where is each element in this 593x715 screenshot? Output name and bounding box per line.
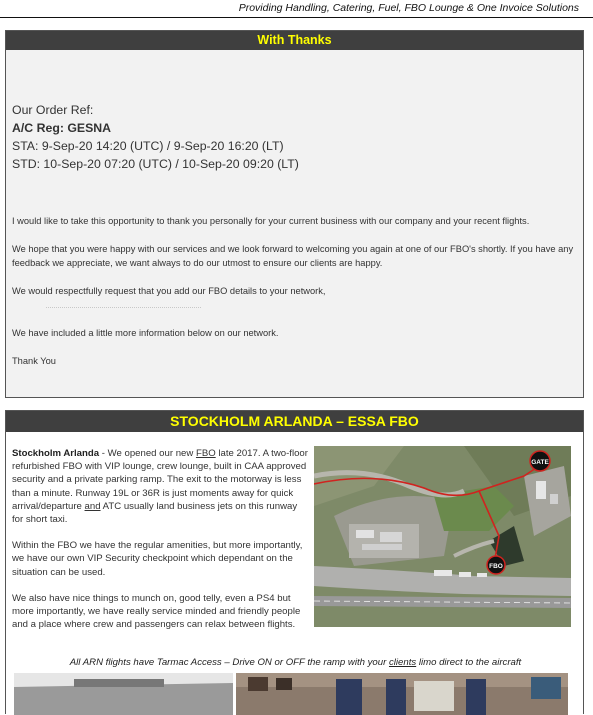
p1-text-b: late 2017. A two-floor refurbished FBO with VIP lounge, crew lounge, built in CAA approved security and a private parking ramp. The exit to the motorway is less than a minute. Runway 19L or 36R is just moments away for quick arrival/departure <box>12 448 308 512</box>
p1-text-c: ATC usually land business jets on this runway for short taxi. <box>12 500 298 526</box>
caption-text-b: limo direct to the aircraft <box>416 657 522 668</box>
sta-line: STA: 9-Sep-20 14:20 (UTC) / 9-Sep-20 16:20 (LT) <box>12 139 284 153</box>
location-name: Stockholm Arlanda <box>12 448 100 459</box>
gate-label: GATE <box>531 459 549 466</box>
airport-map-image <box>314 446 571 627</box>
faint-divider <box>46 307 201 309</box>
stockholm-panel <box>5 410 584 714</box>
thanks-paragraph-1: I would like to take this opportunity to thank you personally for your current business with our company and your recent flights. <box>12 216 530 226</box>
thanks-paragraph-3: We would respectfully request that you add our FBO details to your network, <box>12 286 326 296</box>
p1-text-a: - We opened our new <box>99 448 196 459</box>
stockholm-paragraph-1 <box>12 447 308 526</box>
lounge-photo-svg <box>236 673 568 715</box>
tarmac-access-caption <box>6 657 585 668</box>
thanks-panel <box>5 30 584 398</box>
order-details <box>12 101 299 173</box>
tarmac-photo <box>14 673 233 715</box>
stockholm-paragraph-3: We also have nice things to munch on, good telly, even a PS4 but more importantly, we have really service minded and friendly people and a place where crew and passengers can relax between flights. <box>12 592 301 631</box>
fbo-link[interactable]: FBO <box>195 448 216 459</box>
aircraft-registration: A/C Reg: GESNA <box>12 121 112 135</box>
stockholm-description <box>12 447 308 644</box>
clients-link[interactable]: clients <box>388 657 417 668</box>
stockholm-paragraph-2: Within the FBO we have the regular amenities, but more importantly, we have our own VIP Security checkpoint which dependant on the situation can be used. <box>12 540 303 578</box>
caption-text-a: All ARN flights have Tarmac Access – Drive ON or OFF the ramp with your <box>69 657 389 668</box>
stockholm-title: STOCKHOLM ARLANDA – ESSA FBO <box>6 411 583 432</box>
fbo-label: FBO <box>489 563 503 570</box>
lounge-photo <box>236 673 568 715</box>
tagline: Providing Handling, Catering, Fuel, FBO Lounge & One Invoice Solutions <box>0 0 593 18</box>
tarmac-photo-svg <box>14 673 233 715</box>
thanks-signoff: Thank You <box>12 356 56 366</box>
thanks-paragraph-4: We have included a little more information below on our network. <box>12 328 279 338</box>
and-underlined: and <box>84 500 101 512</box>
airport-map-svg <box>314 446 571 627</box>
std-line: STD: 10-Sep-20 07:20 (UTC) / 10-Sep-20 09:20 (LT) <box>12 157 299 171</box>
order-ref-label: Our Order Ref: <box>12 103 94 117</box>
thanks-title: With Thanks <box>6 31 583 50</box>
thanks-paragraph-2: We hope that you were happy with our services and we look forward to welcoming you again at one of our FBO's shortly. If you have any feedback we appreciate, we want always to do our utmost to ensure our clients are happy. <box>12 244 574 268</box>
